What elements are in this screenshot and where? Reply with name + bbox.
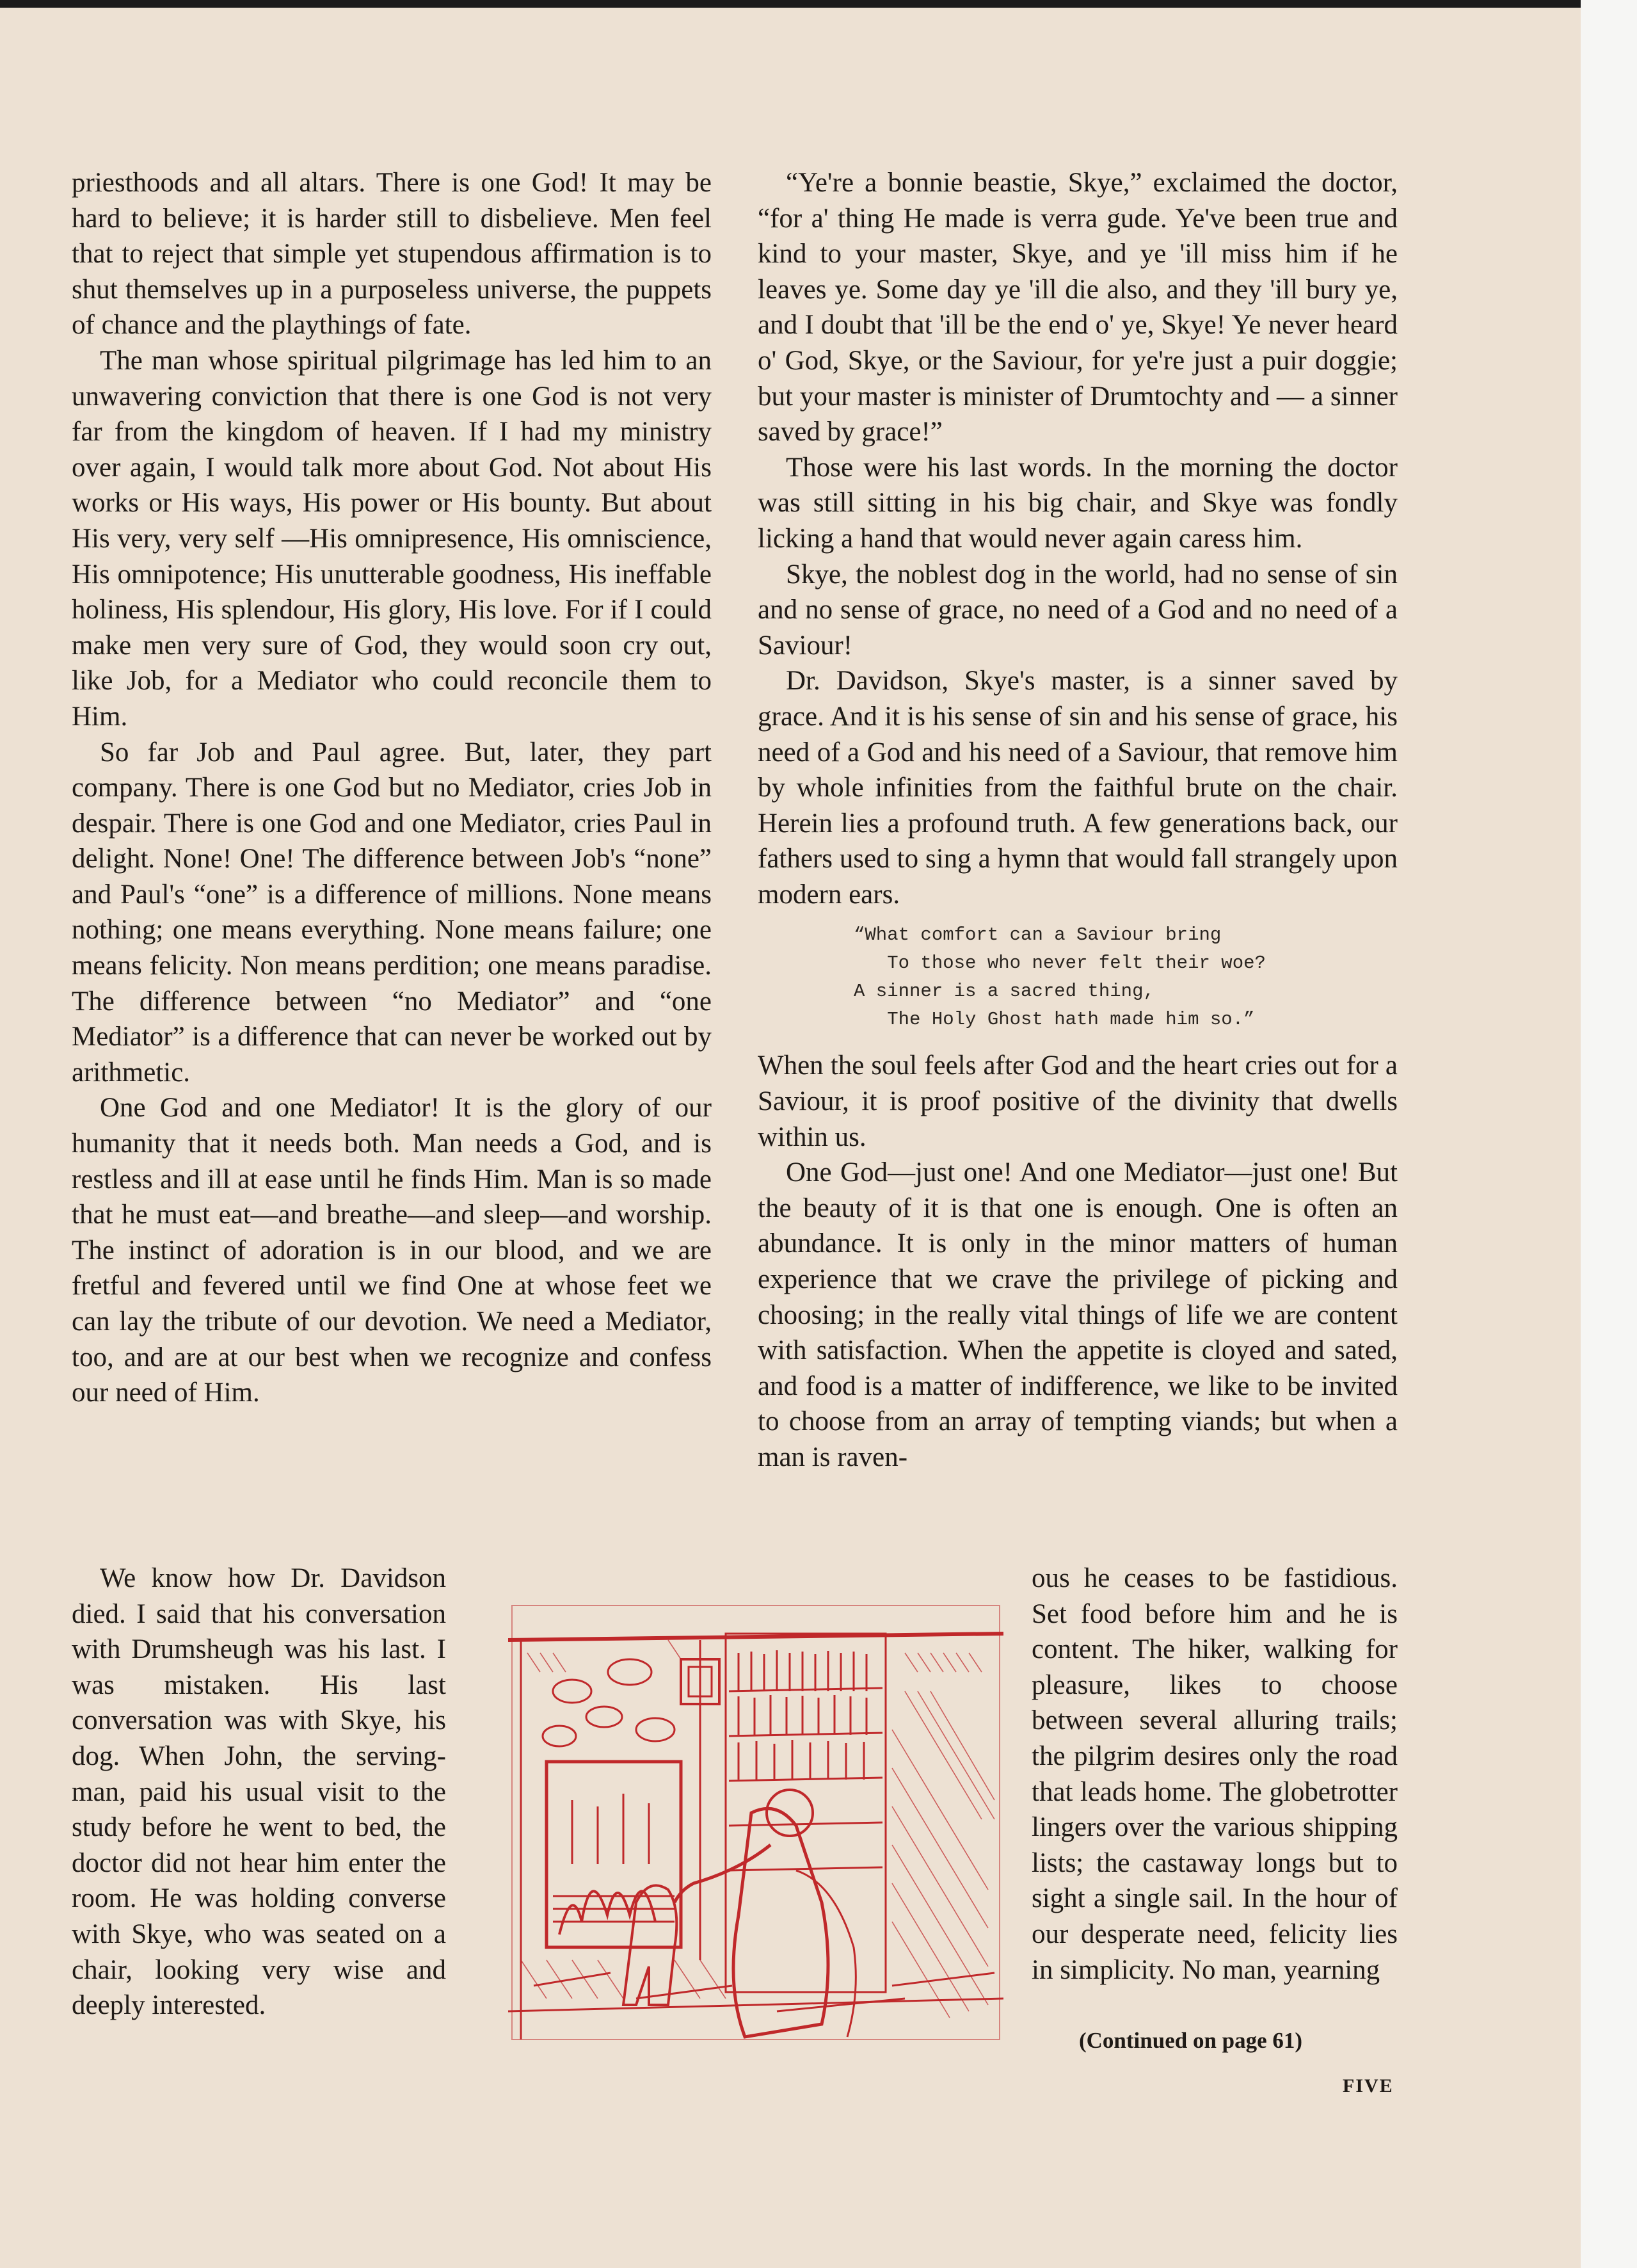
- paragraph: Dr. Davidson, Skye's master, is a sinner saved by grace. And it is his sense of sin and his sense of grace, his need of a God and his need of a Saviour, that remove him by whole infinities from the faithful brute on the chair. Herein lies a profound truth. A few generations back, our fathers used to sing a hymn that would fall strangely upon modern ears.: [758, 666, 1398, 910]
- left-wrap-text: [72, 1561, 446, 2023]
- hymn-line: “What comfort can a Saviour bring: [854, 924, 1222, 946]
- paragraph: Those were his last words. In the morning the doctor was still sitting in his big chair, and Skye was fondly licking a hand that would never again caress him.: [758, 452, 1398, 554]
- paragraph: priesthoods and all altars. There is one God! It may be hard to believe; it is harder still to disbelieve. Men feel that to reject that simple yet stupendous affirmation is to shut themselves up in a purposeless universe, the puppets of chance and the playthings of fate.: [72, 168, 712, 341]
- paragraph: “Ye're a bonnie beastie, Skye,” exclaimed the doctor, “for a' thing He made is verra gude. Ye've been true and kind to your master, Skye, and ye 'ill miss him if he leaves ye. Some day ye 'ill die also, and they 'ill bury ye, and I doubt that 'ill be the end o' ye, Skye! Ye never heard o' God, Skye, or the Saviour, for ye're just a puir doggie; but your master is minister of Drumtochty and — a sinner saved by grace!”: [758, 168, 1398, 447]
- right-wrap-text: [1032, 1561, 1398, 1988]
- hymn-line: A sinner is a sacred thing,: [854, 981, 1154, 1002]
- paragraph: One God and one Mediator! It is the glory of our humanity that it needs both. Man needs a God, and is restless and ill at ease until he finds Him. Man is so made that he must eat—and breathe—and sleep—and worship. The instinct of adoration is in our blood, and we are fretful and fevered until we find One at whose feet we can lay the tribute of our devotion. We need a Mediator, too, and are at our best when we recognize and confess our need of Him.: [72, 1093, 712, 1408]
- illustration-doctor-with-dog: [508, 1602, 1003, 2043]
- hymn-line: To those who never felt their woe?: [854, 953, 1266, 974]
- paragraph: When the soul feels after God and the heart cries out for a Saviour, it is proof positive of the divinity that dwells within us.: [758, 1050, 1398, 1152]
- paragraph: Skye, the noblest dog in the world, had no sense of sin and no sense of grace, no need of a God and no need of a Saviour!: [758, 559, 1398, 661]
- magazine-page: [0, 8, 1581, 2268]
- left-column: [72, 165, 712, 1411]
- paragraph: One God—just one! And one Mediator—just one! But the beauty of it is that one is enough. One is often an abundance. It is only in the minor matters of human experience that we crave the privilege of picking and choosing; in the really vital things of life we are content with satisfaction. When the appetite is cloyed and sated, and food is a matter of indifference, we like to be invited to choose from an array of tempting viands; but when a man is raven-: [758, 1157, 1398, 1472]
- scan-background: [1581, 0, 1637, 2268]
- hymn-line: The Holy Ghost hath made him so.”: [854, 1009, 1255, 1031]
- right-column: [758, 165, 1398, 1476]
- paragraph: We know how Dr. Davidson died. I said that his conversation with Drumsheugh was his last. I was mistaken. His last conversation was with Skye, his dog. When John, the serving-man, paid his usual visit to the study before he went to bed, the doctor did not hear him enter the room. He was holding converse with Skye, who was seated on a chair, looking very wise and deeply interested.: [72, 1563, 446, 2021]
- paragraph: ous he ceases to be fastidious. Set food before him and he is content. The hiker, walking for pleasure, likes to choose between several alluring trails; the pilgrim desires only the road that leads home. The globetrotter lingers over the various shipping lists; the castaway longs but to sight a single sail. In the hour of our desperate need, felicity lies in simplicity. No man, yearning: [1032, 1563, 1398, 1985]
- hymn-quote: [758, 921, 1398, 1034]
- paragraph: So far Job and Paul agree. But, later, they part company. There is one God but no Mediator, cries Job in despair. There is one God and one Mediator, cries Paul in delight. None! One! The difference between Job's “none” and Paul's “one” is a difference of millions. None means nothing; one means everything. None means failure; one means felicity. Non means perdition; one means paradise. The difference between “no Mediator” and “one Mediator” is a difference that can never be worked out by arithmetic.: [72, 737, 712, 1088]
- paragraph: The man whose spiritual pilgrimage has led him to an unwavering conviction that there is one God is not very far from the kingdom of heaven. If I had my ministry over again, I would talk more about God. Not about His works or His ways, His power or His bounty. But about His very, very self —His omnipresence, His omniscience, His omnipotence; His unutterable goodness, His ineffable holiness, His splendour, His glory, His love. For if I could make men very sure of God, they would soon cry out, like Job, for a Mediator who could reconcile them to Him.: [72, 345, 712, 732]
- scan-top-edge: [0, 0, 1581, 8]
- continued-note: (Continued on page 61): [1079, 2028, 1303, 2053]
- page-folio: FIVE: [1343, 2075, 1394, 2096]
